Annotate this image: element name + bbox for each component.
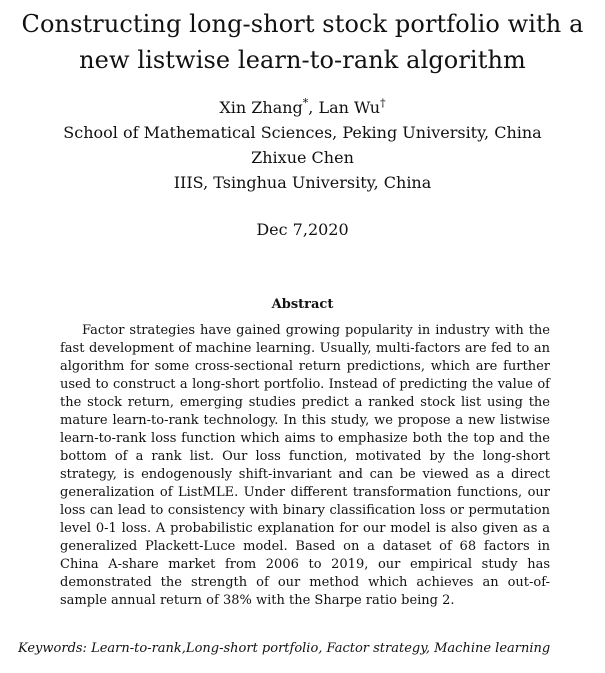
paper-title: Constructing long-short stock portfolio with a new listwise learn-to-rank algorithm [21, 10, 584, 74]
keywords-text: Learn-to-rank,Long-short portfolio, Factor strategy, Machine learning [86, 641, 551, 656]
author-footnote-mark-2: † [380, 96, 386, 110]
affiliation-2: IIIS, Tsinghua University, China [173, 173, 432, 192]
keywords-line [18, 640, 588, 658]
paper-date: Dec 7,2020 [256, 220, 349, 239]
abstract-text: Factor strategies have gained growing popularity in industry with the fast development of machine learning. Usually, multi-factors are fed to an algorithm for some cross-sectional return predictions, which are further used to construct a long-short portfolio. Instead of predicting the value of the stock return, emerging studies predict a ranked stock list using the mature learn-to-rank technology. In this study, we propose a new listwise learn-to-rank loss function which aims to emphasize both the top and the bottom of a rank list. Our loss function, motivated by the long-short strategy, is endogenously shift-invariant and can be viewed as a direct generalization of ListMLE. Under different transformation functions, our loss can lead to consistency with binary classification loss or permutation level 0-1 loss. A probabilistic explanation for our model is also given as a generalized Plackett-Luce model. Based on a dataset of 68 factors in China A-share market from 2006 to 2019, our empirical study has demonstrated the strength of our method which achieves an out-of-sample annual return of 38% with the Sharpe ratio being 2. [60, 323, 550, 608]
author-line-1 [0, 95, 605, 120]
keywords-label: Keywords: [18, 641, 87, 656]
author-name-lan-wu: , Lan Wu [308, 98, 381, 117]
author-block [0, 95, 605, 195]
author-line-2: Zhixue Chen [251, 148, 354, 167]
abstract-heading: Abstract [271, 297, 334, 312]
affiliation-1: School of Mathematical Sciences, Peking University, China [63, 123, 542, 142]
author-name-xin-zhang: Xin Zhang [219, 98, 303, 117]
author-footnote-mark-1: * [302, 96, 309, 110]
